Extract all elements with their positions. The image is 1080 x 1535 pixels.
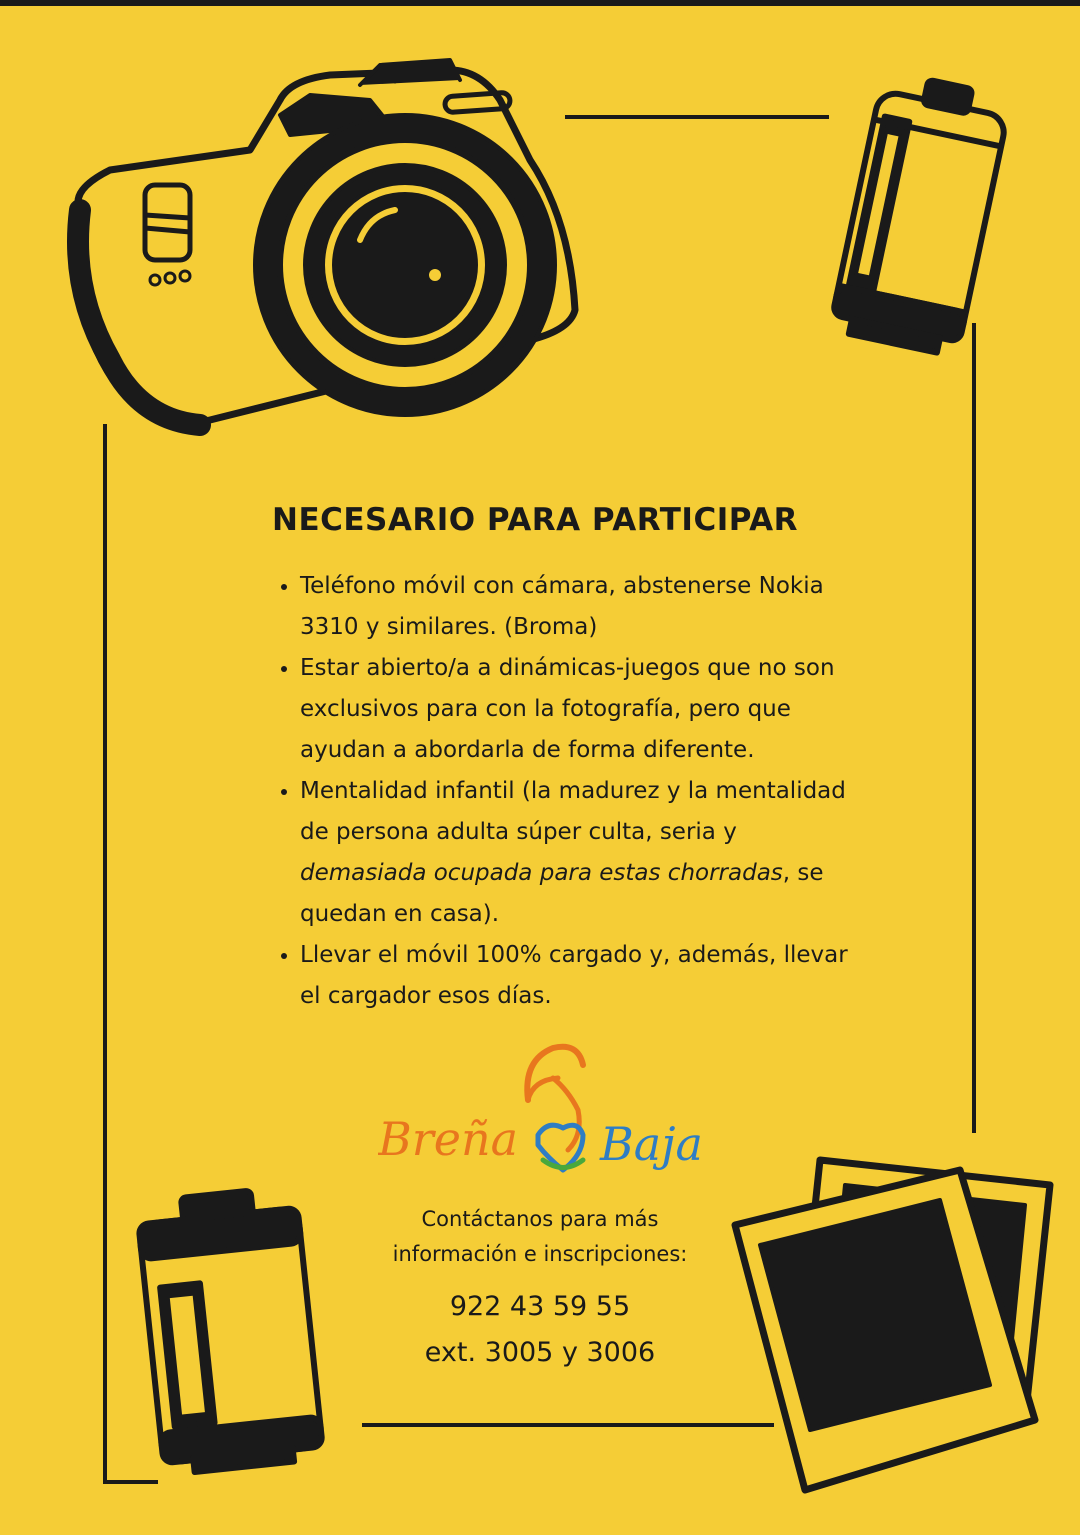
- requirement-italic-text: demasiada ocupada para estas chorradas: [300, 860, 783, 886]
- requirement-text: Llevar el móvil 100% cargado y, además, llevar el cargador esos días.: [300, 942, 848, 1009]
- logo-word-1: Breña: [378, 1112, 519, 1166]
- requirement-text: , se quedan en casa).: [300, 860, 824, 927]
- requirement-text: Mentalidad infantil (la madurez y la mentalidad de persona adulta súper culta, seria y: [300, 778, 846, 845]
- requirement-text: Estar abierto/a a dinámicas-juegos que no son exclusivos para con la fotografía, pero que ayudan a abordarla de forma diferente.: [300, 655, 835, 763]
- phone-extension: ext. 3005 y 3006: [424, 1337, 656, 1368]
- film-roll-illustration-bottom: [130, 1185, 340, 1475]
- list-item: [300, 566, 860, 648]
- frame-bottom-line-left: [103, 1480, 158, 1484]
- camera-illustration: [50, 40, 590, 440]
- film-roll-illustration-top: [805, 70, 1025, 360]
- contact-line-2: información e inscripciones:: [392, 1242, 688, 1266]
- page-title: NECESARIO PARA PARTICIPAR: [272, 502, 798, 538]
- phone-block: [340, 1284, 740, 1376]
- contact-text: [340, 1202, 740, 1272]
- frame-right-line: [972, 323, 976, 1133]
- polaroid-photos-illustration: [725, 1150, 1060, 1500]
- list-item: [300, 648, 860, 771]
- frame-left-line: [103, 424, 107, 1484]
- frame-top-line: [565, 115, 829, 119]
- list-item: [300, 935, 860, 1017]
- requirements-list: [270, 566, 860, 1017]
- requirement-text: Teléfono móvil con cámara, abstenerse Nokia 3310 y similares. (Broma): [300, 573, 824, 640]
- brena-baja-logo: [378, 1040, 708, 1190]
- top-border: [0, 0, 1080, 6]
- phone-number: 922 43 59 55: [449, 1291, 631, 1322]
- contact-line-1: Contáctanos para más: [421, 1207, 659, 1231]
- list-item: [300, 771, 860, 935]
- frame-bottom-line-right: [362, 1423, 774, 1427]
- logo-word-2: Baja: [600, 1117, 703, 1171]
